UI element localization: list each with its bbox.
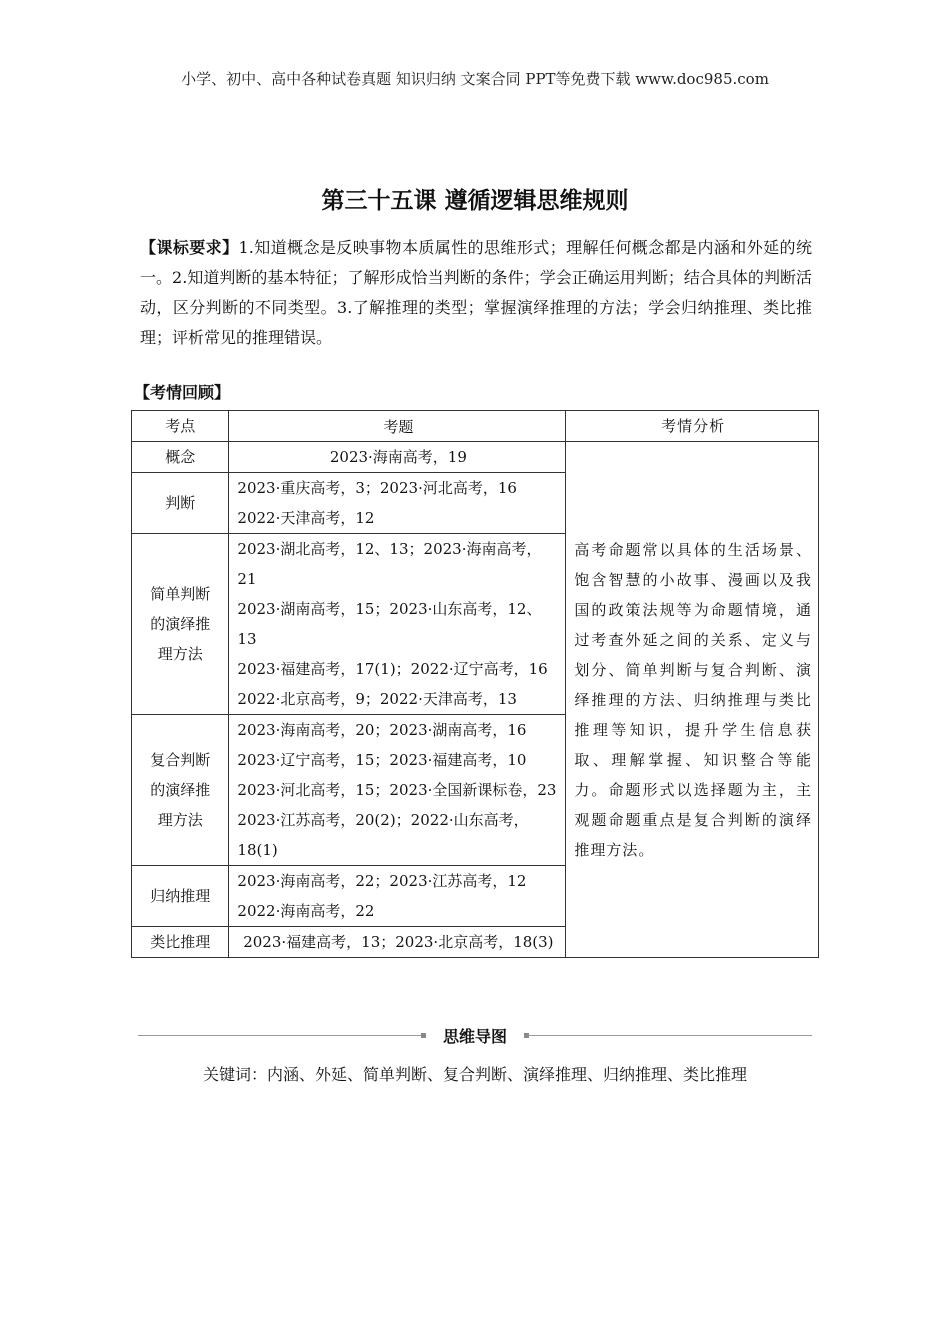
- point-cell: 概念: [132, 442, 229, 473]
- review-label: 【考情回顾】: [134, 383, 231, 402]
- exam-review-table: [131, 410, 819, 958]
- mindmap-keywords: 关键词：内涵、外延、简单判断、复合判断、演绎推理、归纳推理、类比推理: [202, 1065, 747, 1084]
- point-cell: 判断: [132, 473, 229, 534]
- mindmap-divider: [138, 1024, 812, 1048]
- page-title: 第三十五课 遵循逻辑思维规则: [321, 188, 629, 214]
- exams-cell: [229, 442, 566, 473]
- exam-line: 2023·湖北高考，12、13；2023·海南高考，21: [237, 540, 542, 588]
- exam-line: 2023·福建高考，17(1)；2022·辽宁高考，16: [237, 660, 548, 678]
- site-header: 小学、初中、高中各种试卷真题 知识归纳 文案合同 PPT等免费下载 www.doc985.com: [181, 70, 769, 88]
- exam-line: 2023·辽宁高考，15；2023·福建高考，10: [237, 751, 527, 769]
- exams-cell: [229, 715, 566, 866]
- exam-line: 2023·河北高考，15；2023·全国新课标卷，23: [237, 781, 557, 799]
- exams-cell: [229, 927, 566, 958]
- table-header-row: [132, 411, 819, 442]
- point-text: 复合判断的演绎推理方法: [150, 751, 211, 829]
- exam-line: 2023·湖南高考，15；2023·山东高考，12、13: [237, 600, 542, 648]
- exam-line: 2023·海南高考，19: [329, 448, 467, 466]
- table-row: [132, 442, 819, 473]
- curriculum-requirements: [140, 233, 812, 353]
- mindmap-label: 思维导图: [442, 1027, 507, 1046]
- exams-cell: [229, 866, 566, 927]
- exam-line: 2023·福建高考，13；2023·北京高考，18(3): [243, 933, 554, 951]
- point-cell: [132, 715, 229, 866]
- point-cell: 类比推理: [132, 927, 229, 958]
- header-analysis: 考情分析: [566, 411, 819, 442]
- point-cell: 归纳推理: [132, 866, 229, 927]
- requirements-text: 1.知道概念是反映事物本质属性的思维形式；理解任何概念都是内涵和外延的统一。2.知道判断的基本特征；了解形成恰当判断的条件；学会正确运用判断；结合具体的判断活动，区分判断的不同类型。3.了解推理的类型；掌握演绎推理的方法；学会归纳推理、类比推理；评析常见的推理错误。: [140, 238, 812, 347]
- exam-line: 2022·天津高考，12: [237, 509, 375, 527]
- header-exams: 考题: [229, 411, 566, 442]
- exam-line: 2023·重庆高考，3；2023·河北高考，16: [237, 479, 517, 497]
- exam-line: 2023·江苏高考，20(2)；2022·山东高考，18(1): [237, 811, 529, 859]
- header-point: 考点: [132, 411, 229, 442]
- point-text: 简单判断的演绎推理方法: [150, 585, 211, 663]
- exam-line: 2022·北京高考，9；2022·天津高考，13: [237, 690, 517, 708]
- exam-line: 2023·海南高考，20；2023·湖南高考，16: [237, 721, 527, 739]
- divider-rule-right: [527, 1035, 812, 1036]
- exams-cell: [229, 534, 566, 715]
- exam-line: 2023·海南高考，22；2023·江苏高考，12: [237, 872, 527, 890]
- exams-cell: [229, 473, 566, 534]
- requirements-label: 【课标要求】: [140, 238, 239, 257]
- exam-line: 2022·海南高考，22: [237, 902, 375, 920]
- analysis-cell: 高考命题常以具体的生活场景、饱含智慧的小故事、漫画以及我国的政策法规等为命题情境，通过考查外延之间的关系、定义与划分、简单判断与复合判断、演绎推理的方法、归纳推理与类比推理等知识，提升学生信息获取、理解掌握、知识整合等能力。命题形式以选择题为主，主观题命题重点是复合判断的演绎推理方法。: [566, 442, 819, 958]
- point-cell: [132, 534, 229, 715]
